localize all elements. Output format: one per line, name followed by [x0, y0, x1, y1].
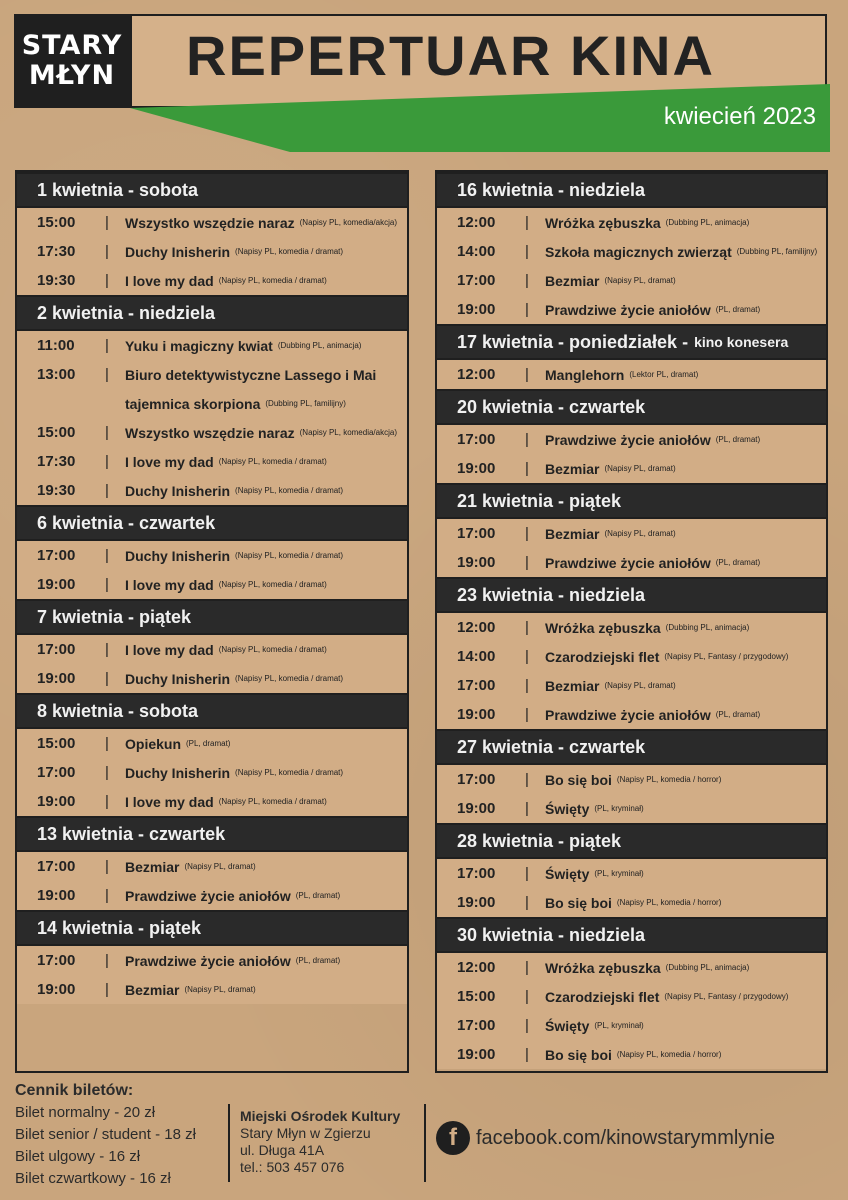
separator: |	[525, 677, 529, 694]
screenings-list	[17, 331, 407, 505]
day-header	[437, 389, 826, 425]
movie-info: (PL, dramat)	[715, 435, 761, 444]
movie-title: Wszystko wszędzie naraz	[125, 214, 295, 231]
day-header	[17, 693, 407, 729]
separator: |	[525, 366, 529, 383]
price-item: Bilet normalny - 20 zł	[15, 1104, 156, 1121]
separator: |	[525, 771, 529, 788]
separator: |	[105, 272, 109, 289]
movie-title: Bezmiar	[545, 677, 600, 694]
screening-row	[17, 331, 407, 360]
separator: |	[105, 547, 109, 564]
screening-time: 12:00	[457, 959, 496, 976]
screening-time: 17:00	[37, 547, 76, 564]
separator: |	[105, 482, 109, 499]
movie-info: (Napisy PL, komedia / dramat)	[218, 276, 327, 285]
facebook-link[interactable]	[436, 1121, 775, 1155]
screening-time: 15:00	[37, 214, 76, 231]
screening-row	[17, 237, 407, 266]
movie-title: Bezmiar	[545, 272, 600, 289]
movie-title: Prawdziwe życie aniołów	[545, 431, 711, 448]
separator: |	[105, 670, 109, 687]
screening-row	[437, 1040, 826, 1069]
screening-row	[17, 946, 407, 975]
facebook-icon: f	[436, 1121, 470, 1155]
movie-info: (Napisy PL, Fantasy / przygodowy)	[664, 652, 789, 661]
screening-time: 19:00	[457, 554, 496, 571]
movie-title: I love my dad	[125, 793, 214, 810]
movie-info: (Napisy PL, komedia / dramat)	[235, 551, 344, 560]
screening-time: 15:00	[37, 424, 76, 441]
movie-title: Wróżka zębuszka	[545, 214, 661, 231]
day-header	[17, 910, 407, 946]
movie-title: Prawdziwe życie aniołów	[125, 952, 291, 969]
movie-info: (Dubbing PL, animacja)	[665, 218, 750, 227]
screening-row	[437, 425, 826, 454]
separator: |	[525, 460, 529, 477]
screening-time: 11:00	[37, 337, 75, 354]
movie-title: Duchy Inisherin	[125, 482, 231, 499]
screenings-list	[17, 208, 407, 295]
screening-time: 19:00	[457, 1046, 496, 1063]
movie-title: Szkoła magicznych zwierząt	[545, 243, 732, 260]
movie-title: Święty	[545, 800, 590, 817]
movie-info: (Napisy PL, dramat)	[604, 276, 676, 285]
day-header	[437, 483, 826, 519]
movie-info: (Dubbing PL, animacja)	[665, 963, 750, 972]
movie-title: Czarodziejski flet	[545, 988, 660, 1005]
separator: |	[105, 764, 109, 781]
screening-time: 19:00	[37, 793, 76, 810]
screening-time: 15:00	[457, 988, 496, 1005]
screening-row	[437, 548, 826, 577]
screening-row	[437, 671, 826, 700]
screenings-list	[437, 425, 826, 483]
screenings-list	[437, 953, 826, 1069]
movie-info: (Napisy PL, komedia / dramat)	[218, 457, 327, 466]
screening-row	[437, 295, 826, 324]
movie-info: (Napisy PL, komedia / dramat)	[218, 797, 327, 806]
screening-row	[17, 975, 407, 1004]
separator: |	[105, 424, 109, 441]
day-header	[437, 577, 826, 613]
screening-row	[17, 266, 407, 295]
movie-title: Święty	[545, 865, 590, 882]
separator: |	[525, 800, 529, 817]
day-title: 23 kwietnia - niedziela	[457, 584, 646, 605]
movie-title: Święty	[545, 1017, 590, 1034]
movie-title: Wróżka zębuszka	[545, 619, 661, 636]
screening-row	[17, 881, 407, 910]
movie-title: I love my dad	[125, 453, 214, 470]
screening-time: 14:00	[457, 648, 496, 665]
screening-row	[17, 758, 407, 787]
screening-time: 13:00	[37, 366, 76, 383]
separator: |	[525, 619, 529, 636]
screening-time: 12:00	[457, 366, 496, 383]
day-header	[437, 917, 826, 953]
day-title: 20 kwietnia - czwartek	[457, 396, 646, 417]
screening-row	[437, 765, 826, 794]
movie-title: Bo się boi	[545, 771, 612, 788]
movie-title: Biuro detektywistyczne Lassego i Mai	[125, 366, 377, 383]
separator: |	[105, 366, 109, 383]
screening-time: 17:00	[37, 641, 76, 658]
screening-row	[437, 982, 826, 1011]
movie-title: Duchy Inisherin	[125, 547, 231, 564]
screening-time: 17:00	[457, 677, 496, 694]
movie-title: Bo się boi	[545, 1046, 612, 1063]
screenings-list	[17, 946, 407, 1004]
movie-info: (PL, dramat)	[186, 739, 231, 748]
movie-title: Bezmiar	[125, 981, 180, 998]
screening-row	[437, 266, 826, 295]
day-header	[437, 172, 826, 208]
separator: |	[525, 431, 529, 448]
address-line: Stary Młyn w Zgierzu	[240, 1125, 371, 1141]
separator: |	[105, 952, 109, 969]
movie-title: Wszystko wszędzie naraz	[125, 424, 295, 441]
separator: |	[525, 1046, 529, 1063]
separator: |	[105, 981, 109, 998]
screening-row	[437, 613, 826, 642]
movie-title: Manglehorn	[545, 366, 625, 383]
screening-row	[17, 635, 407, 664]
day-title: 17 kwietnia - poniedziałek -	[457, 331, 689, 352]
address-block	[240, 1108, 420, 1176]
screening-time: 17:30	[37, 453, 76, 470]
month-label: kwiecień 2023	[663, 103, 816, 130]
screening-row	[17, 787, 407, 816]
movie-title: Czarodziejski flet	[545, 648, 660, 665]
screening-row	[17, 476, 407, 505]
screening-time: 17:00	[457, 771, 496, 788]
separator: |	[105, 735, 109, 752]
logo-line-2: MŁYN	[28, 60, 116, 91]
separator: |	[525, 554, 529, 571]
separator: |	[105, 793, 109, 810]
screening-row	[437, 519, 826, 548]
movie-title: Duchy Inisherin	[125, 764, 231, 781]
screenings-list	[437, 360, 826, 389]
day-header	[17, 816, 407, 852]
logo	[14, 14, 130, 108]
screening-time: 19:00	[37, 887, 76, 904]
screening-time: 19:00	[457, 706, 496, 723]
separator: |	[105, 641, 109, 658]
separator: |	[525, 301, 529, 318]
movie-info: (Napisy PL, dramat)	[604, 529, 676, 538]
movie-info: (Napisy PL, dramat)	[184, 862, 256, 871]
screening-row	[437, 859, 826, 888]
screening-time: 12:00	[457, 619, 496, 636]
screening-time: 19:30	[37, 272, 76, 289]
screening-row	[437, 237, 826, 266]
movie-title: Opiekun	[125, 735, 182, 752]
movie-info: (PL, dramat)	[715, 710, 761, 719]
screening-row	[437, 1011, 826, 1040]
screening-row	[17, 208, 407, 237]
movie-info: (Napisy PL, komedia/akcja)	[299, 218, 397, 227]
screening-row	[437, 700, 826, 729]
day-header	[17, 295, 407, 331]
movie-info: (Napisy PL, komedia / dramat)	[218, 580, 327, 589]
facebook-url: facebook.com/kinowstarymmlynie	[476, 1126, 775, 1149]
price-item: Bilet czwartkowy - 16 zł	[15, 1170, 171, 1187]
screening-row	[17, 852, 407, 881]
day-title: 8 kwietnia - sobota	[37, 700, 199, 721]
separator: |	[525, 648, 529, 665]
screening-row	[17, 570, 407, 599]
schedule-left-column	[15, 170, 409, 1073]
movie-title: Yuku i magiczny kwiat	[125, 337, 273, 354]
day-title: 16 kwietnia - niedziela	[457, 179, 646, 200]
day-title: 13 kwietnia - czwartek	[37, 823, 226, 844]
separator: |	[525, 214, 529, 231]
separator: |	[105, 214, 109, 231]
day-title: 27 kwietnia - czwartek	[457, 736, 646, 757]
movie-title: Bezmiar	[545, 525, 600, 542]
movie-info: (Napisy PL, komedia / horror)	[616, 775, 722, 784]
movie-title: Prawdziwe życie aniołów	[545, 706, 711, 723]
movie-info: (Napisy PL, komedia / dramat)	[235, 674, 344, 683]
movie-info: (Napisy PL, komedia / horror)	[616, 1050, 722, 1059]
day-extra-label: kino konesera	[694, 334, 789, 350]
separator: |	[105, 576, 109, 593]
screening-time: 14:00	[457, 243, 496, 260]
screening-time: 19:30	[37, 482, 76, 499]
screening-row	[17, 360, 407, 389]
movie-info: (Napisy PL, dramat)	[184, 985, 256, 994]
separator: |	[105, 887, 109, 904]
screenings-list	[17, 729, 407, 816]
screening-row	[437, 953, 826, 982]
screening-time: 17:00	[457, 272, 496, 289]
screenings-list	[437, 765, 826, 823]
day-title: 21 kwietnia - piątek	[457, 490, 622, 511]
movie-info: (Napisy PL, komedia / dramat)	[235, 768, 344, 777]
schedule-right-column	[435, 170, 828, 1073]
movie-info: (Napisy PL, dramat)	[604, 681, 676, 690]
separator: |	[525, 525, 529, 542]
screenings-list	[437, 519, 826, 577]
screening-row	[437, 794, 826, 823]
movie-info: (Dubbing PL, familijny)	[736, 247, 818, 256]
day-header	[17, 599, 407, 635]
day-header	[437, 729, 826, 765]
screening-time: 17:00	[37, 858, 76, 875]
separator: |	[105, 337, 109, 354]
separator: |	[105, 453, 109, 470]
page-title: REPERTUAR KINA	[186, 24, 715, 87]
screening-row	[17, 418, 407, 447]
screenings-list	[17, 635, 407, 693]
movie-info: (PL, kryminał)	[594, 1021, 644, 1030]
day-title: 28 kwietnia - piątek	[457, 830, 622, 851]
separator: |	[525, 272, 529, 289]
screening-time: 19:00	[37, 576, 76, 593]
separator: |	[525, 243, 529, 260]
screening-row	[437, 888, 826, 917]
separator: |	[525, 894, 529, 911]
movie-title: Duchy Inisherin	[125, 243, 231, 260]
screening-time: 17:00	[457, 525, 496, 542]
movie-info: (Dubbing PL, familijny)	[265, 399, 346, 408]
screening-time: 19:00	[457, 301, 496, 318]
movie-info: (Napisy PL, komedia / dramat)	[235, 486, 344, 495]
phone-number: tel.: 503 457 076	[240, 1159, 345, 1175]
divider	[424, 1104, 426, 1182]
pricing-heading: Cennik biletów:	[15, 1082, 134, 1099]
screenings-list	[437, 613, 826, 729]
screening-time: 17:00	[37, 764, 76, 781]
screening-row	[437, 360, 826, 389]
logo-line-1: STARY	[21, 30, 123, 61]
screening-time: 17:00	[457, 1017, 496, 1034]
separator: |	[525, 706, 529, 723]
screening-row	[437, 642, 826, 671]
movie-info: (Napisy PL, komedia / horror)	[616, 898, 722, 907]
movie-info: (PL, kryminał)	[594, 804, 644, 813]
movie-info: (Napisy PL, komedia/akcja)	[299, 428, 397, 437]
screenings-list	[17, 541, 407, 599]
movie-title: Wróżka zębuszka	[545, 959, 661, 976]
price-item: Bilet ulgowy - 16 zł	[15, 1148, 141, 1165]
screening-time: 17:00	[37, 952, 76, 969]
separator: |	[525, 959, 529, 976]
screening-time: 17:00	[457, 865, 496, 882]
day-header	[17, 172, 407, 208]
screening-time: 17:30	[37, 243, 76, 260]
screening-row	[17, 729, 407, 758]
movie-title: Bo się boi	[545, 894, 612, 911]
movie-title: Bezmiar	[545, 460, 600, 477]
pricing	[15, 1080, 225, 1190]
day-title: 7 kwietnia - piątek	[37, 606, 192, 627]
screening-row	[437, 208, 826, 237]
screening-time: 12:00	[457, 214, 496, 231]
movie-info: (Napisy PL, Fantasy / przygodowy)	[664, 992, 789, 1001]
screenings-list	[437, 859, 826, 917]
movie-info: (PL, dramat)	[295, 891, 341, 900]
movie-info: (Napisy PL, komedia / dramat)	[235, 247, 344, 256]
screenings-list	[437, 208, 826, 324]
screening-row	[437, 454, 826, 483]
day-header	[437, 823, 826, 859]
screening-time: 19:00	[37, 670, 76, 687]
movie-info: (PL, dramat)	[715, 305, 761, 314]
screening-row	[17, 541, 407, 570]
day-title: 2 kwietnia - niedziela	[37, 302, 216, 323]
screening-time: 19:00	[457, 460, 496, 477]
movie-info: (Dubbing PL, animacja)	[277, 341, 362, 350]
movie-title: Prawdziwe życie aniołów	[545, 301, 711, 318]
movie-title: Prawdziwe życie aniołów	[125, 887, 291, 904]
day-header	[17, 505, 407, 541]
movie-info: (Napisy PL, komedia / dramat)	[218, 645, 327, 654]
day-header	[437, 324, 826, 360]
price-item: Bilet senior / student - 18 zł	[15, 1126, 196, 1143]
screening-time: 17:00	[457, 431, 496, 448]
separator: |	[525, 988, 529, 1005]
separator: |	[525, 1017, 529, 1034]
separator: |	[105, 243, 109, 260]
movie-title: Duchy Inisherin	[125, 670, 231, 687]
day-title: 1 kwietnia - sobota	[37, 179, 199, 200]
screening-row	[17, 664, 407, 693]
day-title: 14 kwietnia - piątek	[37, 917, 202, 938]
screening-row	[17, 447, 407, 476]
movie-info: (PL, kryminał)	[594, 869, 644, 878]
movie-title: I love my dad	[125, 576, 214, 593]
screenings-list	[17, 852, 407, 910]
movie-info: (Lektor PL, dramat)	[629, 370, 699, 379]
screening-time: 19:00	[37, 981, 76, 998]
movie-title: tajemnica skorpiona	[125, 395, 261, 412]
screening-time: 19:00	[457, 800, 496, 817]
day-title: 30 kwietnia - niedziela	[457, 924, 646, 945]
screening-row	[17, 389, 407, 418]
day-title: 6 kwietnia - czwartek	[37, 512, 216, 533]
screening-time: 19:00	[457, 894, 496, 911]
movie-title: Bezmiar	[125, 858, 180, 875]
movie-title: I love my dad	[125, 641, 214, 658]
movie-info: (Napisy PL, dramat)	[604, 464, 676, 473]
movie-info: (PL, dramat)	[715, 558, 761, 567]
movie-title: Prawdziwe życie aniołów	[545, 554, 711, 571]
divider	[228, 1104, 230, 1182]
movie-info: (PL, dramat)	[295, 956, 341, 965]
separator: |	[105, 858, 109, 875]
address-line: ul. Długa 41A	[240, 1142, 325, 1158]
screening-time: 15:00	[37, 735, 76, 752]
separator: |	[525, 865, 529, 882]
institution-name: Miejski Ośrodek Kultury	[240, 1108, 401, 1124]
movie-info: (Dubbing PL, animacja)	[665, 623, 750, 632]
movie-title: I love my dad	[125, 272, 214, 289]
